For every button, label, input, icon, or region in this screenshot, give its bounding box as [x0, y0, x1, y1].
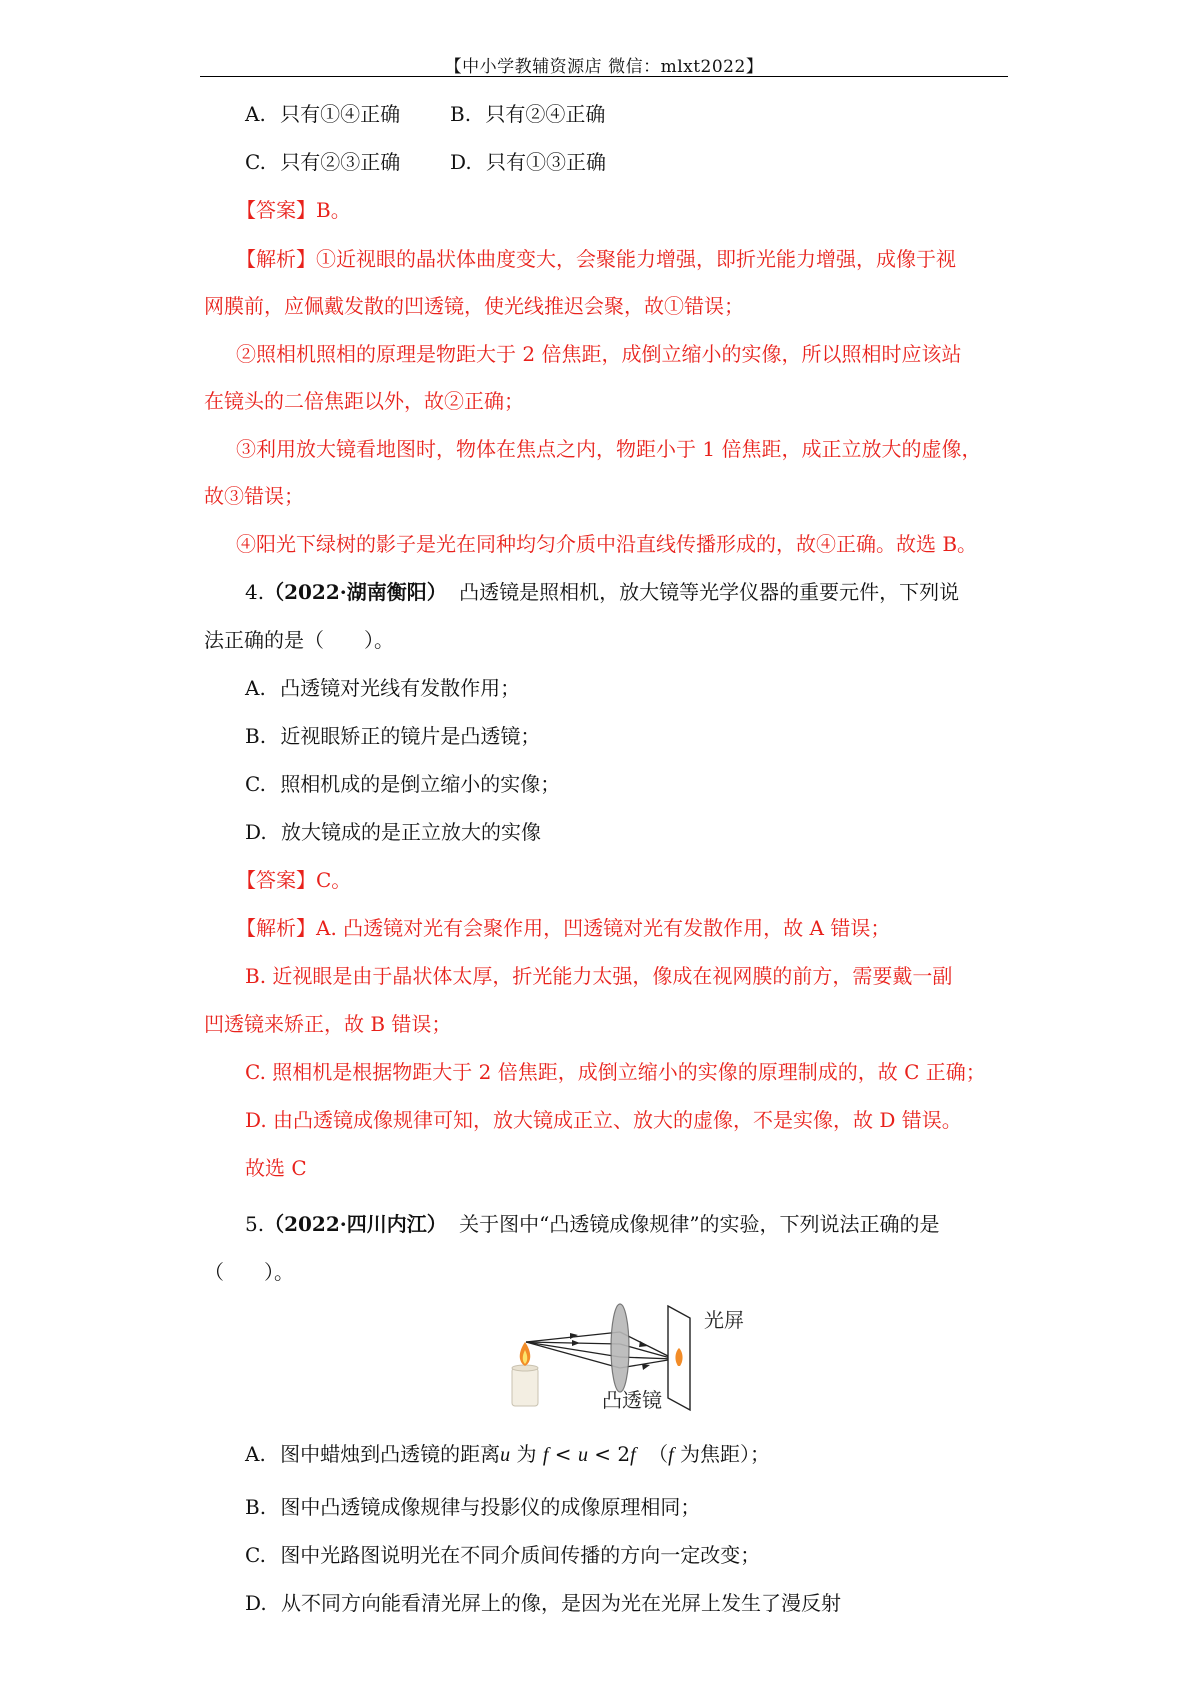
- lens-experiment-figure: [508, 1302, 748, 1414]
- option-letter: B.: [245, 1495, 267, 1519]
- q5-option-b: [245, 1493, 700, 1521]
- math-f3: f: [668, 1444, 674, 1466]
- q3-analysis-line-2: 网膜前，应佩戴发散的凹透镜，使光线推迟会聚，故①错误；: [204, 294, 744, 318]
- option-text: 图中光路图说明光在不同介质间传播的方向一定改变；: [280, 1543, 761, 1567]
- q4-stem-line-1: [245, 578, 959, 606]
- screen-label: 光屏: [704, 1310, 744, 1332]
- q4-option-c: [245, 770, 560, 798]
- q4-analysis-line-3: 凹透镜来矫正，故 B 错误；: [204, 1012, 452, 1036]
- q3-analysis-line-4: 在镜头的二倍焦距以外，故②正确；: [204, 389, 524, 413]
- q4-analysis-line-1: [236, 914, 890, 942]
- question-stem: 凸透镜是照相机，放大镜等光学仪器的重要元件，下列说: [459, 580, 960, 604]
- math-f: f: [542, 1444, 549, 1466]
- option-letter: C.: [245, 1543, 266, 1567]
- option-letter: A.: [245, 1442, 266, 1466]
- page-header: 【中小学教辅资源店 微信：mlxt2022】: [444, 57, 764, 77]
- analysis-text: A. 凸透镜对光有会聚作用，凹透镜对光有发散作用，故 A 错误；: [316, 916, 891, 940]
- option-letter: D.: [245, 820, 267, 844]
- option-text: 照相机成的是倒立缩小的实像；: [280, 772, 561, 796]
- option-text: 放大镜成的是正立放大的实像: [281, 820, 542, 844]
- answer-tag: 【答案】: [236, 868, 316, 892]
- option-letter: C.: [245, 150, 266, 174]
- option-text: 凸透镜对光线有发散作用；: [280, 676, 521, 700]
- q4-analysis-line-5: D. 由凸透镜成像规律可知，放大镜成正立、放大的虚像，不是实像，故 D 错误。: [245, 1108, 962, 1132]
- math-f2: f: [630, 1444, 636, 1466]
- analysis-text: ①近视眼的晶状体曲度变大，会聚能力增强，即折光能力增强，成像于视: [316, 247, 956, 271]
- q3-analysis-line-3: ②照相机照相的原理是物距大于 2 倍焦距，成倒立缩小的实像，所以照相时应该站: [236, 342, 962, 366]
- q4-analysis-line-2: B. 近视眼是由于晶状体太厚，折光能力太强，像成在视网膜的前方，需要戴一副: [245, 964, 953, 988]
- question-number: 5.: [245, 1212, 265, 1236]
- option-text: 图中蜡烛到凸透镜的距离: [280, 1442, 501, 1466]
- q4-option-a: [245, 674, 520, 702]
- q4-stem-line-2: 法正确的是（ ）。: [204, 628, 394, 652]
- math-u: u: [500, 1444, 511, 1466]
- paren-open: （: [648, 1442, 669, 1466]
- option-text: 只有①③正确: [486, 150, 607, 174]
- question-source: （2022·四川内江）: [264, 1212, 447, 1236]
- math-u2: u: [577, 1444, 588, 1466]
- option-letter: A.: [245, 102, 266, 126]
- question-source: （2022·湖南衡阳）: [264, 580, 447, 604]
- q5-option-c: [245, 1541, 760, 1569]
- q5-stem-line-1: [245, 1210, 940, 1238]
- q4-option-b: [245, 722, 540, 750]
- paren-text: 为焦距）；: [679, 1442, 770, 1466]
- q3-option-b: [450, 100, 605, 128]
- option-text: 只有②④正确: [485, 102, 606, 126]
- q3-answer: [236, 196, 351, 224]
- option-letter: B.: [450, 102, 472, 126]
- candle-body-icon: [512, 1368, 538, 1406]
- answer-value: C。: [316, 868, 352, 892]
- q3-option-a: [245, 100, 400, 128]
- math-lt: <: [548, 1442, 578, 1466]
- q3-option-d: [450, 148, 606, 176]
- convex-lens-icon: [611, 1304, 629, 1392]
- analysis-tag: 【解析】: [236, 247, 316, 271]
- q5-stem-line-2: （ ）。: [204, 1260, 294, 1284]
- analysis-tag: 【解析】: [236, 916, 316, 940]
- math-lt2: < 2: [587, 1442, 631, 1466]
- q3-analysis-line-1: [236, 245, 956, 273]
- option-letter: B.: [245, 724, 267, 748]
- option-letter: C.: [245, 772, 266, 796]
- header-rule: [200, 76, 1008, 77]
- option-text: 只有②③正确: [280, 150, 401, 174]
- option-text: 图中凸透镜成像规律与投影仪的成像原理相同；: [280, 1495, 701, 1519]
- q4-option-d: [245, 818, 541, 846]
- question-stem: 关于图中“凸透镜成像规律”的实验，下列说法正确的是: [459, 1212, 940, 1236]
- q4-conclusion: 故选 C: [245, 1156, 307, 1180]
- question-number: 4.: [245, 580, 265, 604]
- q4-answer: [236, 866, 351, 894]
- light-rays: [526, 1332, 674, 1368]
- option-letter: D.: [245, 1591, 267, 1615]
- q3-analysis-line-7: ④阳光下绿树的影子是光在同种均匀介质中沿直线传播形成的，故④正确。故选 B。: [236, 532, 978, 556]
- option-letter: D.: [450, 150, 472, 174]
- q3-option-c: [245, 148, 400, 176]
- option-text: 只有①④正确: [280, 102, 401, 126]
- q5-option-d: [245, 1589, 841, 1617]
- option-text-mid: 为: [516, 1442, 537, 1466]
- q3-analysis-line-6: 故③错误；: [204, 484, 304, 508]
- q5-option-a: [245, 1440, 770, 1469]
- lens-label: 凸透镜: [602, 1390, 662, 1412]
- answer-tag: 【答案】: [236, 198, 316, 222]
- option-text: 从不同方向能看清光屏上的像，是因为光在光屏上发生了漫反射: [281, 1591, 842, 1615]
- q3-analysis-line-5: ③利用放大镜看地图时，物体在焦点之内，物距小于 1 倍焦距，成正立放大的虚像，: [236, 437, 982, 461]
- q4-analysis-line-4: C. 照相机是根据物距大于 2 倍焦距，成倒立缩小的实像的原理制成的，故 C 正确；: [245, 1060, 986, 1084]
- option-text: 近视眼矫正的镜片是凸透镜；: [280, 724, 541, 748]
- answer-value: B。: [316, 198, 351, 222]
- option-letter: A.: [245, 676, 266, 700]
